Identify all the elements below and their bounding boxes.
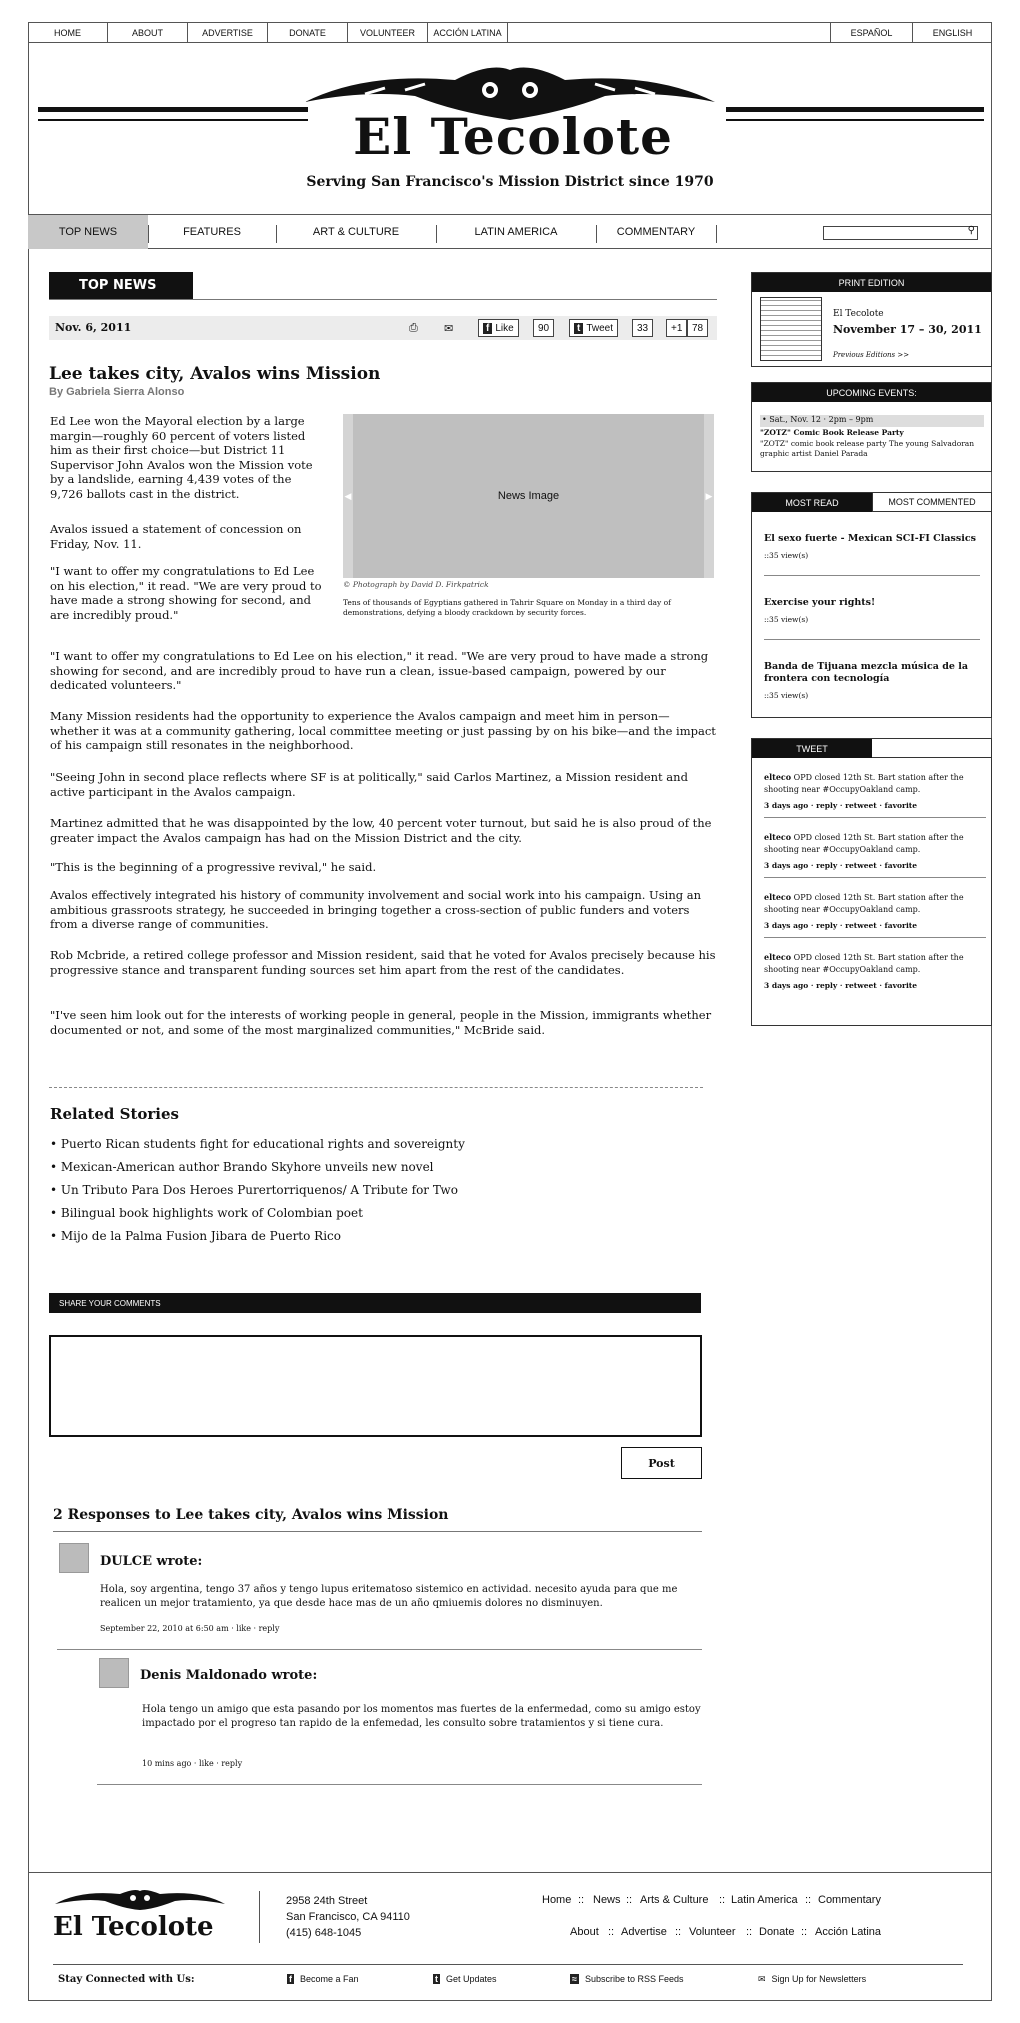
news-image [343,414,714,578]
comment-author: DULCE wrote: [100,1554,203,1569]
footer-link-commentary[interactable]: Commentary [818,1894,881,1906]
topnav-home[interactable]: HOME [28,22,108,43]
social-twitter[interactable] [433,1974,497,1984]
avatar [59,1543,89,1573]
footer-top-rule [28,1872,992,1873]
rss-icon: ≈ [572,1974,577,1984]
print-icon[interactable]: ⎙ [409,322,418,334]
nav-divider [716,225,717,243]
footer-link-accion-latina[interactable]: Acción Latina [815,1926,882,1938]
article-paragraph: Avalos issued a statement of concession on Friday, Nov. 11. [50,522,302,551]
site-tagline: Serving San Francisco's Mission District since 1970 [306,174,714,190]
topnav-donate[interactable]: DONATE [268,22,348,43]
comment-body: Hola, soy argentina, tengo 37 años y tengo lupus eritematoso sistemico en actividad. necesito ayuda para que me realicen un mejor tratamiento, ya que desde hace mas de un año qmiuemis dolores no disminuyen. [100,1584,678,1609]
nav-commentary[interactable]: COMMENTARY [616,226,696,238]
tweet-count: 33 [632,319,653,337]
section-underline [49,299,717,300]
envelope-icon: ✉ [758,1974,766,1984]
footer-sep: :: [675,1926,682,1938]
topnav-advertise[interactable]: ADVERTISE [188,22,268,43]
most-read-box [751,492,992,718]
site-logo[interactable]: El Tecolote [353,107,673,166]
upcoming-events-heading: UPCOMING EVENTS: [752,383,991,402]
tweet-item [764,951,986,976]
footer-address-street: 2958 24th Street [286,1895,368,1907]
article-title: Lee takes city, Avalos wins Mission [49,364,381,384]
plusone-count: 78 [687,319,708,337]
upcoming-events-box [751,382,992,472]
post-button[interactable]: Post [621,1447,702,1479]
article-paragraph: "I want to offer my congratulations to Ed Lee on his election," it read. "We are very proud to have made a strong showing for second, and are incredibly proud." [50,564,322,622]
comment-author: Denis Maldonado wrote: [140,1668,318,1683]
tweet-user[interactable]: elteco [764,772,792,782]
most-read-views: ::35 view(s) [764,551,809,560]
tweet-item [764,771,986,796]
comment-meta[interactable]: September 22, 2010 at 6:50 am · like · reply [100,1624,280,1633]
footer-sep: :: [746,1926,753,1938]
facebook-like-button[interactable] [478,319,519,337]
print-edition-name: El Tecolote [833,309,884,319]
tweet-meta[interactable]: 3 days ago · reply · retweet · favorite [764,801,918,810]
image-prev-arrow[interactable]: ◀ [343,414,353,578]
topnav-volunteer[interactable]: VOLUNTEER [348,22,428,43]
article-toolbar [49,316,717,340]
related-stories-heading: Related Stories [50,1105,179,1123]
related-story-link[interactable]: • Mexican-American author Brando Skyhore unveils new novel [50,1160,434,1174]
social-newsletter-label: Sign Up for Newsletters [771,1974,867,1984]
footer-link-volunteer[interactable]: Volunteer [689,1926,736,1938]
article-paragraph: "I want to offer my congratulations to Ed Lee on his election," it read. "We are very proud to have made a strong showing for second, and are incredibly proud to have run a clean, issue-based campaign, powered by our dedicated volunteers." [50,649,709,692]
masthead-rule-right-thin [726,119,984,121]
tweet-meta[interactable]: 3 days ago · reply · retweet · favorite [764,861,918,870]
footer-link-arts-culture[interactable]: Arts & Culture [640,1894,709,1906]
plusone-button[interactable]: +1 [666,319,687,337]
tweet-divider [764,937,986,938]
footer-sep: :: [805,1894,812,1906]
responses-heading: 2 Responses to Lee takes city, Avalos wins Mission [53,1507,449,1523]
nav-latin-america[interactable]: LATIN AMERICA [474,226,558,238]
twitter-icon: t [574,323,583,334]
like-count: 90 [533,319,554,337]
tab-most-read[interactable]: MOST READ [752,493,872,512]
tweet-meta[interactable]: 3 days ago · reply · retweet · favorite [764,981,918,990]
topnav-accion-latina[interactable]: ACCIÓN LATINA [428,22,508,43]
responses-underline [53,1531,702,1532]
comment-divider [57,1649,702,1650]
article-paragraph: Rob Mcbride, a retired college professor and Mission resident, said that he voted for Avalos precisely because his progressive stance and transparent funding sources set him apart from the rest of the candidates. [50,948,716,977]
search-input[interactable] [823,226,978,240]
tweet-text: OPD closed 12th St. Bart station after the shooting near #OccupyOakland camp. [764,773,964,794]
most-read-views: ::35 view(s) [764,691,809,700]
article-paragraph: Avalos effectively integrated his history of community involvement and social work into his campaign. Using an ambitious grassroots strategy, he succeeded in bringing together a cross-section of public funders and voters from a diverse range of communities. [50,888,702,931]
print-edition-dates: November 17 – 30, 2011 [833,323,982,336]
tweet-user[interactable]: elteco [764,832,792,842]
masthead-rule-right [726,107,984,112]
footer-sep: :: [801,1926,808,1938]
tweet-button[interactable] [569,319,618,337]
social-twitter-label: Get Updates [446,1974,497,1984]
tweet-text: OPD closed 12th St. Bart station after the shooting near #OccupyOakland camp. [764,953,964,974]
nav-art-culture[interactable]: ART & CULTURE [312,226,400,238]
footer-phone: (415) 648-1045 [286,1927,362,1939]
image-next-arrow[interactable]: ▶ [704,414,714,578]
share-comments-heading: SHARE YOUR COMMENTS [49,1293,701,1313]
social-rss-label: Subscribe to RSS Feeds [584,1974,684,1984]
email-icon[interactable]: ✉ [444,323,454,335]
tweet-meta[interactable]: 3 days ago · reply · retweet · favorite [764,921,918,930]
article-paragraph: "I've seen him look out for the interests of working people in general, people in the Mission, immigrants whether documented or not, and some of the most marginalized communities," McBride said. [50,1008,712,1037]
most-read-views: ::35 view(s) [764,615,809,624]
footer-bottom-rule [53,1964,963,1965]
print-edition-box [751,272,992,367]
article-paragraph: Martinez admitted that he was disappointed by the low, 40 percent voter turnout, but said he is also proud of the greater impact the Avalos campaign has had on the Mission District and the city. [50,816,712,845]
tweet-text: OPD closed 12th St. Bart station after the shooting near #OccupyOakland camp. [764,893,964,914]
most-read-item[interactable]: Banda de Tijuana mezcla música de la frontera con tecnología [764,661,969,684]
social-facebook[interactable] [287,1974,359,1984]
footer-sep: :: [719,1894,726,1906]
top-utility-bar [28,22,992,43]
tweet-label: Tweet [586,322,614,334]
event-title[interactable]: "ZOTZ" Comic Book Release Party [760,428,904,437]
event-description: "ZOTZ" comic book release party The young Salvadoran graphic artist Daniel Parada [760,439,975,458]
tweet-item [764,831,986,856]
tweet-box [751,738,992,1026]
tweet-heading: TWEET [752,739,872,758]
article-paragraph: Many Mission residents had the opportunity to experience the Avalos campaign and meet him in person—whether it was at a community gathering, local committee meeting or just passing by on his bike—and the impact of his campaign still resonates in the neighborhood. [50,709,716,752]
event-date: • Sat., Nov. 12 · 2pm – 9pm [760,415,984,427]
footer-link-donate[interactable]: Donate [759,1926,795,1938]
tweet-text: OPD closed 12th St. Bart station after the shooting near #OccupyOakland camp. [764,833,964,854]
article-divider [49,1087,703,1088]
avatar [99,1658,129,1688]
tab-most-commented[interactable]: MOST COMMENTED [872,493,991,512]
article-paragraph: "Seeing John in second place reflects where SF is at politically," said Carlos Martinez, a Mission resident and active participant in the Avalos campaign. [50,770,688,799]
most-read-divider [764,639,980,640]
footer-link-news[interactable]: News [593,1894,621,1906]
tweet-item [764,891,986,916]
related-story-link[interactable]: • Puerto Rican students fight for educational rights and sovereignty [50,1137,465,1151]
tweet-divider [764,877,986,878]
masthead-rule-left-thin [38,119,308,121]
footer-link-about[interactable]: About [570,1926,599,1938]
footer-owl-icon [55,1888,225,1910]
article-paragraph: "This is the beginning of a progressive revival," he said. [50,860,377,874]
nav-features[interactable]: FEATURES [183,226,241,238]
footer-sep: :: [626,1894,633,1906]
nav-top-news[interactable]: TOP NEWS [28,215,148,249]
previous-editions-link[interactable]: Previous Editions >> [833,351,910,359]
tweet-user[interactable]: elteco [764,952,792,962]
article-date: Nov. 6, 2011 [55,321,132,334]
topnav-about[interactable]: ABOUT [108,22,188,43]
search-icon[interactable]: ⚲ [967,225,975,236]
related-story-link[interactable]: • Un Tributo Para Dos Heroes Purertorriquenos/ A Tribute for Two [50,1183,458,1197]
print-edition-cover[interactable] [760,297,822,361]
article-byline: By Gabriela Sierra Alonso [49,386,185,398]
related-story-link[interactable]: • Mijo de la Palma Fusion Jibara de Puerto Rico [50,1229,341,1243]
most-read-item[interactable]: El sexo fuerte - Mexican SCI-FI Classics [764,533,976,544]
stay-connected-label: Stay Connected with Us: [58,1974,195,1985]
image-credit: © Photograph by David D. Firkpatrick [343,580,489,589]
footer-logo[interactable]: El Tecolote [53,1912,214,1942]
masthead-rule-left [38,107,308,112]
comment-divider [97,1784,702,1785]
social-rss[interactable] [570,1974,684,1984]
related-story-link[interactable]: • Bilingual book highlights work of Colombian poet [50,1206,363,1220]
facebook-icon: f [483,323,492,334]
comment-meta[interactable]: 10 mins ago · like · reply [142,1759,243,1768]
news-image-label: News Image [497,490,560,502]
facebook-icon: f [289,1974,292,1984]
footer-address-city: San Francisco, CA 94110 [286,1911,410,1923]
print-edition-heading: PRINT EDITION [752,273,991,292]
comment-textarea[interactable] [49,1335,702,1437]
comment-body: Hola tengo un amigo que esta pasando por los momentos mas fuertes de la enfermedad, como su amigo estoy impactado por el progreso tan rapido de la enfemedad, les consulto sobre tratamientos y si tiene cura. [142,1704,701,1729]
lang-english[interactable]: ENGLISH [912,22,992,43]
tweet-divider [764,817,986,818]
social-facebook-label: Become a Fan [300,1974,359,1984]
tweet-user[interactable]: elteco [764,892,792,902]
footer-divider [259,1891,260,1943]
like-label: Like [495,322,514,334]
section-heading: TOP NEWS [49,272,193,299]
most-read-item[interactable]: Exercise your rights! [764,597,876,608]
image-caption: Tens of thousands of Egyptians gathered in Tahrir Square on Monday in a third day of demonstrations, defying a bloody crackdown by security forces. [343,598,671,617]
footer-sep: :: [578,1894,585,1906]
article-paragraph: Ed Lee won the Mayoral election by a large margin—roughly 60 percent of voters listed him as their first choice—but District 11 Supervisor John Avalos won the Mission vote by a landslide, earning 4,439 votes of the 9,726 ballots cast in the district. [50,414,313,501]
footer-sep: :: [608,1926,615,1938]
most-read-divider [764,575,980,576]
footer-link-home[interactable]: Home [542,1894,572,1906]
twitter-icon: t [435,1974,438,1984]
footer-link-latin-america[interactable]: Latin America [731,1894,798,1906]
social-newsletter[interactable] [758,1974,866,1985]
tweet-heading-rule [872,757,991,758]
lang-espanol[interactable]: ESPAÑOL [830,22,912,43]
footer-link-advertise[interactable]: Advertise [621,1926,667,1938]
